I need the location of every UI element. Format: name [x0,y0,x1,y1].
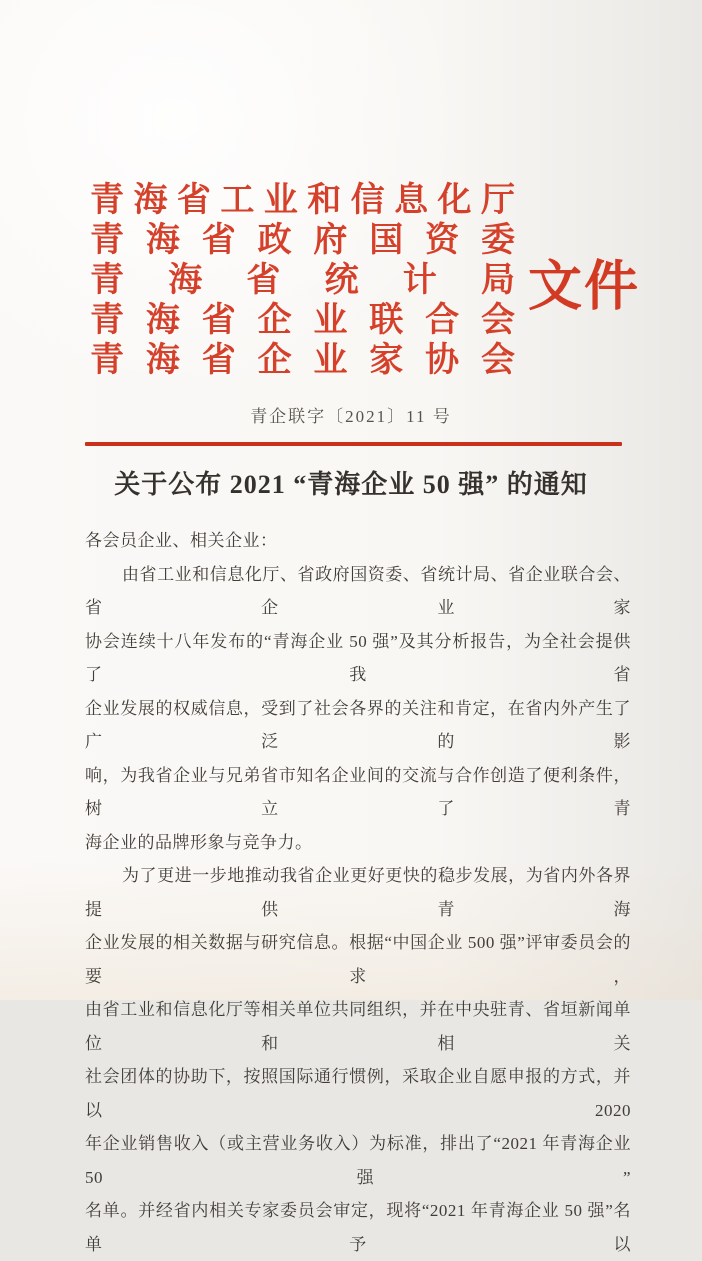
body-text-line: 海企业的品牌形象与竞争力。 [85,832,313,852]
body-text-line: 协会连续十八年发布的“青海企业 50 强”及其分析报告，为全社会提供了我省 [85,631,631,684]
document-body [85,524,631,1261]
agency-name-line: 青海省政府国资委 [90,222,515,259]
issuing-agency-names [90,181,515,381]
body-text-line: 各会员企业、相关企业： [85,531,278,550]
body-text-line: 企业发展的权威信息，受到了社会各界的关注和肯定，在省内外产生了广泛的影 [85,698,631,751]
agency-name-line: 青海省企业家协会 [90,342,515,379]
body-text-line: 名单。并经省内相关专家委员会审定，现将“2021 年青海企业 50 强”名单予以 [85,1201,631,1254]
body-text-line: 社会团体的协助下，按照国际通行惯例，采取企业自愿申报的方式，并以 2020 [85,1067,631,1120]
agency-name-line: 青海省企业联合会 [90,302,515,339]
red-divider-line [85,442,622,446]
document-title: 关于公布 2021 “青海企业 50 强” 的通知 [114,470,588,499]
body-text-line: 由省工业和信息化厅等相关单位共同组织，并在中央驻青、省垣新闻单位和相关 [85,1000,631,1053]
body-text-line: 为了更进一步地推动我省企业更好更快的稳步发展，为省内外各界提供青海 [85,866,631,919]
body-text-line: 年企业销售收入（或主营业务收入）为标准，排出了“2021 年青海企业 50 强” [85,1134,631,1187]
body-text-line: 企业发展的相关数据与研究信息。根据“中国企业 500 强”评审委员会的要求， [85,933,631,986]
document-reference-number: 青企联字〔2021〕11 号 [250,407,452,426]
letterhead-block [90,181,650,383]
document-type-label: 文件 [528,256,640,317]
body-text-line: 由省工业和信息化厅、省政府国资委、省统计局、省企业联合会、省企业家 [85,564,631,617]
body-text-line: 响，为我省企业与兄弟省市知名企业间的交流与合作创造了便利条件，树立了青 [85,765,631,818]
agency-name-line: 青海省统计局 [90,262,515,299]
agency-name-line: 青海省工业和信息化厅 [90,182,515,219]
